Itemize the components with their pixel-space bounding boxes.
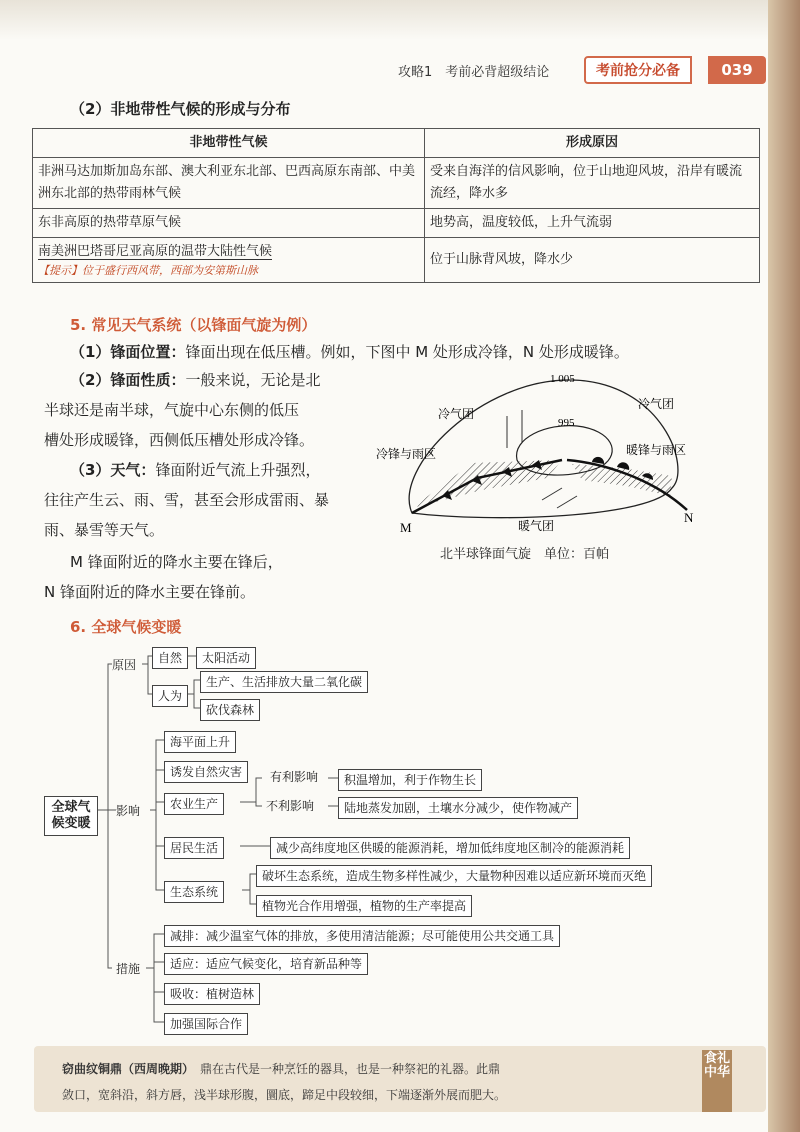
- cold-air-right-label: 冷气团: [638, 397, 675, 411]
- table-cell-climate-with-hint: [33, 238, 425, 283]
- paragraph-lead: （1）锋面位置：: [70, 343, 186, 361]
- page-top-shade: [0, 0, 800, 40]
- section5-title: 5. 常见天气系统（以锋面气旋为例）: [70, 316, 317, 334]
- header-section: 攻略1 考前必背超级结论: [398, 65, 550, 80]
- mindmap-favorable: 有利影响: [270, 770, 319, 784]
- footer-title: 窃曲纹铜鼎（西周晚期）: [62, 1062, 189, 1076]
- mindmap-deforest: 砍伐森林: [200, 699, 260, 721]
- table-cell-cause: 位于山脉背风坡，降水少: [425, 238, 760, 283]
- paragraph-front-nature: [70, 366, 370, 394]
- mindmap-living: 居民生活: [164, 837, 224, 859]
- mindmap-eco-detail-2: 植物光合作用增强，植物的生产率提高: [256, 895, 472, 917]
- table-header-cause: 形成原因: [425, 129, 760, 158]
- table-header-row: [33, 129, 760, 158]
- page-number: 039: [708, 56, 766, 84]
- mindmap-cause-label: 原因: [112, 658, 137, 672]
- paragraph-weather: [70, 456, 370, 484]
- paragraph-line: 槽处形成暖锋，西侧低压槽处形成冷锋。: [44, 431, 315, 449]
- mindmap-living-detail: 减少高纬度地区供暖的能源消耗，增加低纬度地区制冷的能源消耗: [270, 837, 630, 859]
- cold-front-rain-label: 冷锋与雨区: [376, 447, 437, 461]
- footer-text: [62, 1056, 682, 1108]
- section2-title: （2）非地带性气候的形成与分布: [70, 100, 291, 118]
- page-edge: [768, 0, 800, 1132]
- mindmap-favorable-detail: 积温增加，利于作物生长: [338, 769, 482, 791]
- climate-table: [32, 128, 760, 283]
- cold-air-left-label: 冷气团: [438, 407, 475, 421]
- footer-text-2: 敛口，宽斜沿，斜方唇，浅半球形腹，圜底，蹄足中段较细，下端逐渐外展而肥大。: [62, 1088, 507, 1102]
- point-n-label: N: [684, 510, 694, 525]
- mindmap-human: 人为: [152, 685, 188, 707]
- mindmap-root: 全球气候变暖: [44, 796, 98, 836]
- page-header: [0, 56, 800, 86]
- table-header-climate: 非地带性气候: [33, 129, 425, 158]
- mindmap-disaster: 诱发自然灾害: [164, 761, 248, 783]
- paragraph-line: 雨、暴雪等天气。: [44, 521, 165, 539]
- isobar-outer-label: 1 005: [550, 373, 575, 385]
- paragraph-text: 锋面出现在低压槽。例如，下图中 M 处形成冷锋，N 处形成暖锋。: [185, 343, 629, 361]
- mindmap-eco-detail-1: 破坏生态系统，造成生物多样性减少，大量物种因难以适应新环境而灭绝: [256, 865, 652, 887]
- mindmap-agri: 农业生产: [164, 793, 224, 815]
- mindmap-impact-label: 影响: [116, 804, 141, 818]
- warm-front-rain-label: 暖锋与雨区: [626, 443, 687, 457]
- paragraph-line: N 锋面附近的降水主要在锋前。: [44, 583, 255, 601]
- mindmap-co2: 生产、生活排放大量二氧化碳: [200, 671, 368, 693]
- paragraph-line: M 锋面附近的降水主要在锋后，: [70, 553, 283, 571]
- footer-text-1: 鼎在古代是一种烹饪的器具，也是一种祭祀的礼器。此鼎: [200, 1062, 501, 1076]
- warm-front-rain-area: [572, 464, 672, 496]
- mindmap-eco: 生态系统: [164, 881, 224, 903]
- frontal-cyclone-diagram: [372, 368, 702, 540]
- paragraph-text: 锋面附近气流上升强烈，: [155, 461, 321, 479]
- mindmap-coop: 加强国际合作: [164, 1013, 248, 1035]
- mindmap-unfavorable: 不利影响: [266, 799, 315, 813]
- table-cell-climate: 非洲马达加斯加岛东部、澳大利亚东北部、巴西高原东南部、中美洲东北部的热带雨林气候: [33, 158, 425, 209]
- table-cell-cause: 地势高，温度较低，上升气流弱: [425, 209, 760, 238]
- airflow-arrow: [542, 488, 562, 500]
- section6-title: 6. 全球气候变暖: [70, 618, 182, 636]
- paragraph-text: 一般来说，无论是北: [185, 371, 321, 389]
- table-cell-climate: 东非高原的热带草原气候: [33, 209, 425, 238]
- diagram-caption: 北半球锋面气旋 单位：百帕: [440, 547, 610, 562]
- airflow-arrow: [557, 496, 577, 508]
- paragraph-lead: （3）天气：: [70, 461, 156, 479]
- table-cell-cause: 受来自海洋的信风影响，位于山地迎风坡，沿岸有暖流流经，降水多: [425, 158, 760, 209]
- paragraph-lead: （2）锋面性质：: [70, 371, 186, 389]
- warm-air-label: 暖气团: [518, 519, 555, 533]
- mindmap-unfavorable-detail: 陆地蒸发加剧，土壤水分减少，使作物减产: [338, 797, 578, 819]
- paragraph-line: 往往产生云、雨、雪，甚至会形成雷雨、暴: [44, 491, 330, 509]
- mindmap-adapt: 适应：适应气候变化，培育新品种等: [164, 953, 368, 975]
- mindmap-absorb: 吸收：植树造林: [164, 983, 260, 1005]
- mindmap-sea: 海平面上升: [164, 731, 236, 753]
- table-row: [33, 238, 760, 283]
- table-row: [33, 209, 760, 238]
- mindmap-natural: 自然: [152, 647, 188, 669]
- paragraph-front-position: [70, 338, 770, 366]
- mindmap-reduce: 减排：减少温室气体的排放，多使用清洁能源；尽可能使用公共交通工具: [164, 925, 560, 947]
- point-m-label: M: [400, 520, 412, 535]
- paragraph-line: 半球还是南半球，气旋中心东侧的低压: [44, 401, 300, 419]
- footer-side-label: 食礼中华: [702, 1050, 732, 1112]
- mindmap-measures-label: 措施: [116, 962, 141, 976]
- table-cell-climate: 南美洲巴塔哥尼亚高原的温带大陆性气候: [38, 244, 273, 259]
- table-row: [33, 158, 760, 209]
- header-badge: 考前抢分必备: [584, 56, 692, 84]
- isobar-inner-label: 995: [558, 417, 575, 429]
- mindmap-sun: 太阳活动: [196, 647, 256, 669]
- handwritten-hint: 【提示】位于盛行西风带，西部为安第斯山脉: [38, 264, 258, 277]
